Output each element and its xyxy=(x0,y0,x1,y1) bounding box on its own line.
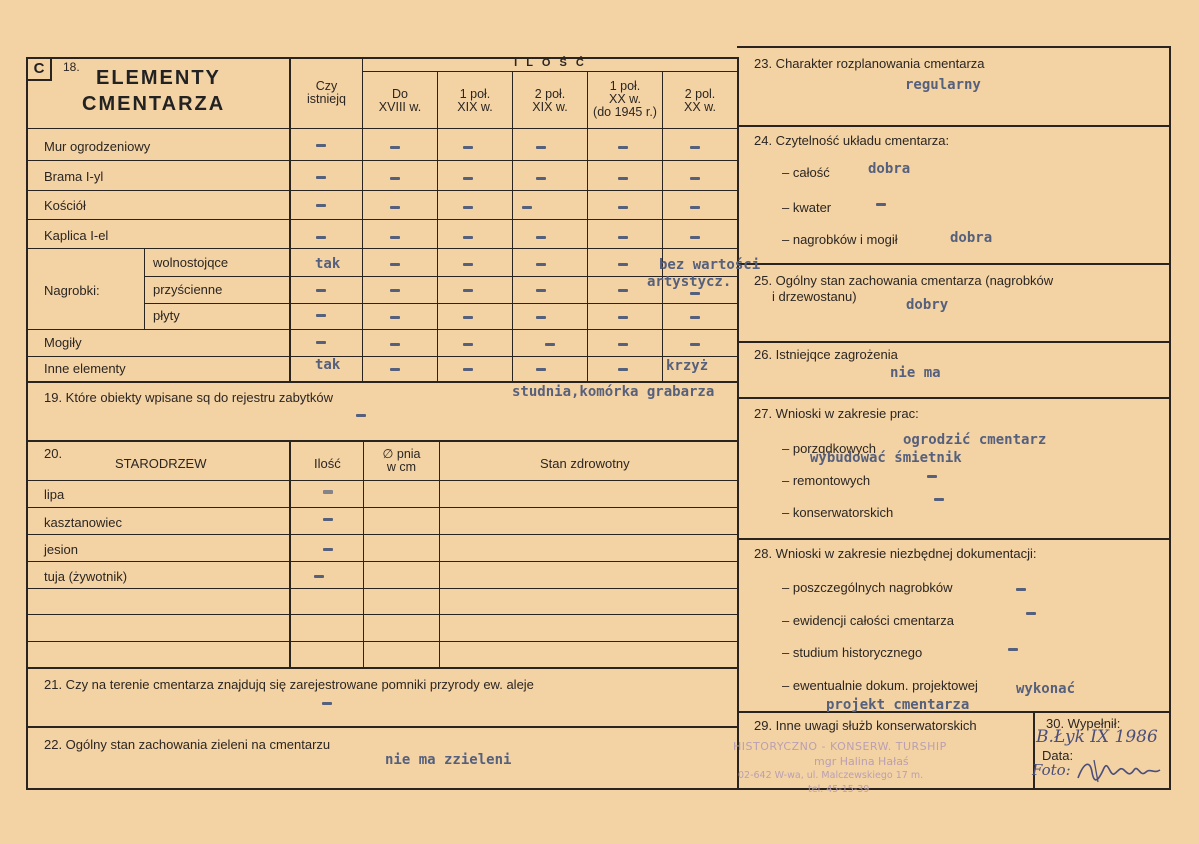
s18-number: 18. xyxy=(63,60,80,74)
col-header-do-xviii: Do XVIII w. xyxy=(378,87,422,114)
s27-dash-remontowych xyxy=(927,475,937,478)
s23-label: 23. Charakter rozplanowania cmentarza xyxy=(754,56,985,71)
s24-typed-calosc: dobra xyxy=(868,161,911,177)
row-label-kosciol: Kościół xyxy=(44,198,86,213)
typed-artystycz: artystycz. xyxy=(647,274,732,290)
s24-dash-kwater xyxy=(876,203,886,206)
s18-title-line2: CMENTARZA xyxy=(82,93,226,115)
s28-item-ewidencji: – ewidencji całości cmentarza xyxy=(782,613,954,628)
s27-item-konserwatorskich: – konserwatorskich xyxy=(782,505,894,520)
s20-col-ilosc: Ilość xyxy=(314,456,341,471)
s21-dash xyxy=(322,702,332,705)
col-header-1pol-xix: 1 poł. XIX w. xyxy=(457,87,493,114)
typed-krzyz: krzyż xyxy=(666,358,709,374)
s28-item-ewentualnie: – ewentualnie dokum. projektowej xyxy=(782,678,978,693)
s21-label: 21. Czy na terenie cmentarza znajdujq się zarejestrowane pomniki przyrody ew. aleje xyxy=(44,677,534,692)
s28-dash-poszczegolnych xyxy=(1016,588,1026,591)
row-label-brama: Brama I-yl xyxy=(44,169,104,184)
row-label-przyscienne: przyściennе xyxy=(153,282,223,297)
s30-foto-label: Foto: xyxy=(1032,761,1071,779)
s24-item-kwater: – kwater xyxy=(782,200,832,215)
row-label-mogily: Mogiły xyxy=(44,335,82,350)
row-label-mur: Mur ogrodzeniowy xyxy=(44,139,151,154)
typed-tak-wolnostojace: tak xyxy=(315,256,341,272)
col-header-1pol-xx: 1 poł. XX w. (do 1945 r.) xyxy=(593,79,657,119)
signature-icon xyxy=(1074,756,1168,786)
row-label-wolnostojace: wolnostojqce xyxy=(153,255,229,270)
s29-label: 29. Inne uwagi służb konserwatorskich xyxy=(754,718,977,733)
s28-dash-studium xyxy=(1008,648,1018,651)
s28-typed-1: wykonać xyxy=(1016,681,1076,697)
s27-typed-1: ogrodzić cmentarz xyxy=(903,432,1047,448)
s19-typed: studnia,komórka grabarza xyxy=(512,384,715,400)
s19-dash xyxy=(356,414,366,417)
s22-label: 22. Ogólny stan zachowania zieleni na cmentarzu xyxy=(44,737,331,752)
s20-col-stan: Stan zdrowotny xyxy=(540,456,630,471)
s28-item-studium: – studium historycznego xyxy=(782,645,923,660)
s20-row-lipa: lipa xyxy=(44,487,65,502)
s24-label: 24. Czytelność układu cmentarza: xyxy=(754,133,950,148)
s20-dash-jesion xyxy=(323,548,333,551)
s27-item-remontowych: – remontowych xyxy=(782,473,871,488)
s24-typed-nagrobkow: dobra xyxy=(950,230,993,246)
s20-title: STARODRZEW xyxy=(115,456,207,471)
row-label-nagrobki: Nagrobki: xyxy=(44,283,100,298)
s27-dash-konserwatorskich xyxy=(934,498,944,501)
s22-typed: nie ma zzieleni xyxy=(385,752,512,768)
col-header-2pol-xx: 2 pol. XX w. xyxy=(684,87,716,114)
s18-title-line1: ELEMENTY xyxy=(96,67,221,89)
s25-typed: dobry xyxy=(906,297,949,313)
row-label-inne: Inne elementy xyxy=(44,361,126,376)
s20-dash-lipa xyxy=(323,490,333,494)
col-header-ilosc: I L O Ś Ć xyxy=(514,57,587,69)
s20-number: 20. xyxy=(44,446,63,461)
s23-typed: regularny xyxy=(905,77,981,93)
s24-item-nagrobkow: – nagrobków i mogił xyxy=(782,232,898,247)
s27-typed-2: wybudować śmietnik xyxy=(810,450,962,466)
row-label-kaplica: Kaplica I-el xyxy=(44,228,109,243)
s20-col-pien: ∅ pnia w cm xyxy=(382,447,421,474)
s20-dash-tuja xyxy=(314,575,324,578)
s28-typed-2: projekt cmentarza xyxy=(826,697,970,713)
s28-dash-ewidencji xyxy=(1026,612,1036,615)
s20-row-jesion: jesion xyxy=(44,542,78,557)
s26-label: 26. Istniejqce zagrożenia xyxy=(754,347,898,362)
s27-label: 27. Wnioski w zakresie prac: xyxy=(754,406,919,421)
s26-typed: nie ma xyxy=(890,365,941,381)
s28-label: 28. Wnioski w zakresie niezbędnej dokumentacji: xyxy=(754,546,1037,561)
s30-label-wypelnil: 30. Wypełnił: xyxy=(1046,716,1121,731)
s20-dash-kasztanowiec xyxy=(323,518,333,521)
s27-item-porzadkowych: – porzqdkowych xyxy=(782,441,876,456)
s25-label-line1: 25. Ogólny stan zachowania cmentarza (nagrobków xyxy=(754,273,1054,288)
s19-label: 19. Które obiekty wpisane sq do rejestru zabytków xyxy=(44,390,334,405)
typed-tak-inne: tak xyxy=(315,357,341,373)
s25-label-line2: i drzewostanu) xyxy=(772,289,857,304)
s20-row-kasztanowiec: kasztanowiec xyxy=(44,515,123,530)
typed-bez-wartosci: bez wartości xyxy=(659,257,761,273)
s28-item-poszczegolnych: – poszczególnych nagrobków xyxy=(782,580,953,595)
s24-item-calosc: – całość xyxy=(782,165,830,180)
col-header-exists: Czy istniejq xyxy=(307,79,346,106)
s20-row-tuja: tuja (żywotnik) xyxy=(44,569,128,584)
col-header-2pol-xix: 2 poł. XIX w. xyxy=(532,87,568,114)
s30-handwritten-date: B.Łyk IX 1986 xyxy=(1036,727,1158,747)
s30-label-data: Data: xyxy=(1042,748,1074,763)
row-label-plyty: płyty xyxy=(153,308,180,323)
section-letter-box: C xyxy=(26,57,52,81)
